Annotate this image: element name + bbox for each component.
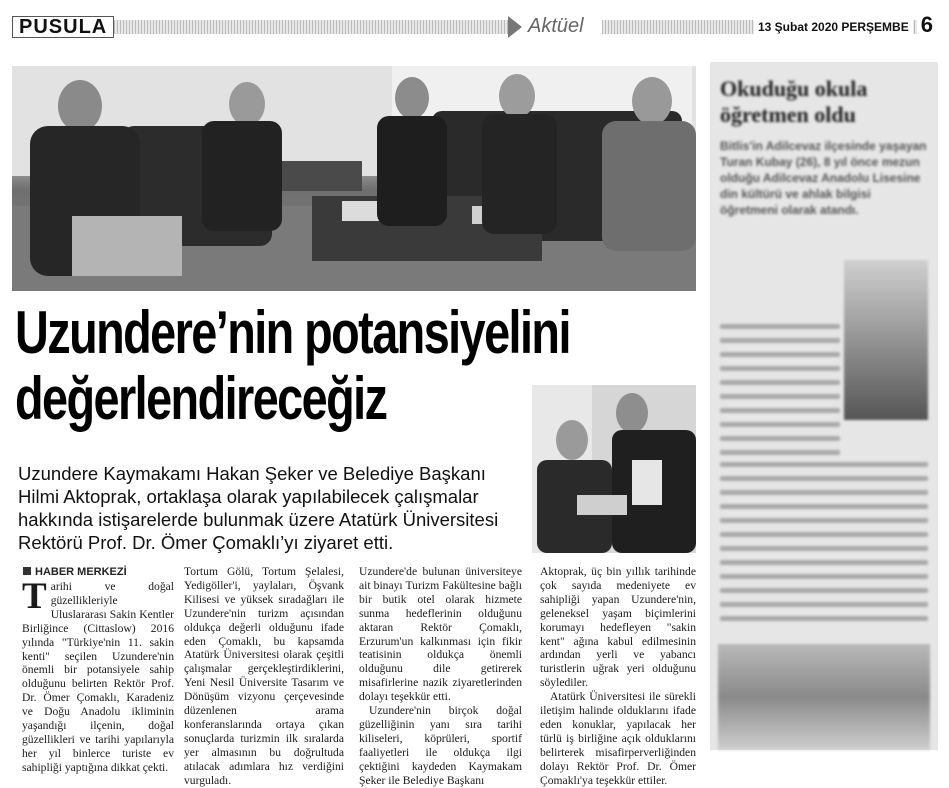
sidebar-article (710, 62, 938, 750)
text-line (720, 490, 928, 495)
text-line (720, 504, 928, 509)
column-1-text: arihi ve doğal güzellikleriyle Uluslararası Sakin Kentler Birliğince (Cittaslow) 2016 yılında "Türkiye'nin 11. sakin kenti" seçilen Uzundere'nin önemli bir potansiyele sahip olduğunu belirten Rektör Prof. Dr. Ömer Çomaklı, Karadeniz ve Doğu Anadolu ikliminin yaşandığı ilçenin, doğal güzellikleri ve tarihi yapılarıyla her yıl binlerce turiste ev sahipliği yaptığına dikkat çekti. (22, 580, 174, 774)
text-line (720, 532, 928, 537)
newspaper-brand: PUSULA (12, 16, 114, 38)
text-line (720, 450, 840, 455)
column-4-paragraph-1: Aktoprak, üç bin yıllık tarihinde çok sayıda medeniyete ev sahipliği yapan Uzundere'nin, geleneksel yaşam biçimlerini korumayı hedefleyen "sakin kent" ağına kabul edilmesinin ardından yerli ve yabancı turistlerin uğrak yeri olduğunu söylediler. (540, 565, 696, 690)
text-line (720, 574, 928, 579)
sidebar-lead: Bitlis'in Adilcevaz ilçesinde yaşayan Turan Kubay (26), 8 yıl önce mezun olduğu Adilcevaz Anadolu Lisesine din kültürü ve ahlak bilgisi öğretmeni olarak atandı. (720, 139, 927, 217)
rector-photo-illustration (532, 385, 696, 553)
column-3-paragraph-1: Uzundere'de bulunan üniversiteye ait binayı Turizm Fakültesine bağlı bir butik otel olarak hizmete sunma hedeflerinin olduğunu aktaran Rektör Çomaklı, Erzurum'un kalkınması için fikir teatisinin oldukça önemli olduğunu dile getirerek misafirlerine nazik ziyaretlerinden dolayı teşekkür etti. (359, 565, 522, 704)
text-line (720, 366, 840, 371)
column-2-paragraph: Tortum Gölü, Tortum Şelalesi, Yedigöller'i, yaylaları, Öşvank Kilisesi ve yüksek sıradağları ile Uzundere'nin turizm açısından oldukça değerli olduğunu ifade eden Çomaklı, bu kapsamda Atatürk Üniversitesi olarak çeşitli çalışmalar gerçekleştirdiklerini, Yeni Nesil Üniversite Tasarım ve Dönüşüm vizyonu çerçevesinde düzenlenen arama konferanslarında ortaya çıkan sonuçlarda turizmin ilk sıralarda yer almasının bu doğrultuda atılacak adımlara hız verdiğini vurguladı. (184, 565, 344, 787)
header-stripe (108, 20, 508, 34)
article-column-4 (540, 565, 696, 788)
text-line (720, 462, 928, 467)
drop-cap: T (22, 576, 47, 617)
meeting-photo-illustration (12, 66, 696, 291)
column-1-paragraph (22, 576, 174, 775)
rector-photo (532, 385, 696, 553)
column-3-paragraph-2: Uzundere'nin birçok doğal güzelliğinin yanı sıra tarihi kiliseleri, köprüleri, sportif faaliyetleri ile oldukça ilgi çektiğini kaydeden Kaymakam Şeker ile Belediye Başkanı (359, 704, 522, 787)
column-4-paragraph-2: Atatürk Üniversitesi ile sürekli iletişim halinde olduklarını ifade eden konuklar, yapılacak her türlü iş birliğine açık olduklarını belirterek misafirperverliğinden dolayı Rektör Prof. Dr. Ömer Çomaklı'ya teşekkür ettiler. (540, 690, 696, 787)
sidebar-body-wide (720, 462, 928, 630)
text-line (720, 602, 928, 607)
byline-text: HABER MERKEZİ (35, 566, 127, 578)
page-number: 6 (920, 12, 933, 37)
section-arrow-icon (508, 16, 522, 38)
byline-square-icon (23, 567, 31, 575)
sidebar-blurred-content (710, 62, 938, 218)
text-line (720, 324, 840, 329)
text-line (720, 560, 928, 565)
page-header (12, 12, 937, 42)
text-line (720, 588, 928, 593)
text-line (720, 408, 840, 413)
text-line (720, 616, 928, 621)
text-line (720, 476, 928, 481)
article-headline (15, 299, 570, 432)
sidebar-headline: Okuduğu okula öğretmen oldu (720, 76, 868, 127)
text-line (720, 394, 840, 399)
meeting-photo (12, 66, 696, 291)
text-line (720, 380, 840, 385)
issue-date: 13 Şubat 2020 PERŞEMBE (754, 20, 913, 34)
article-column-3 (359, 565, 522, 788)
sidebar-body-narrow (720, 324, 840, 464)
text-line (720, 352, 840, 357)
section-name: Aktüel (528, 15, 584, 37)
headline-line-2: değerlendireceğiz (15, 365, 387, 432)
text-line (720, 338, 840, 343)
text-line (720, 422, 840, 427)
headline-line-1: Uzundere’nin potansiyelini (15, 299, 570, 366)
text-line (720, 436, 840, 441)
sidebar-portrait-photo (844, 260, 928, 420)
sidebar-group-photo (718, 644, 930, 750)
text-line (720, 518, 928, 523)
article-column-2 (184, 565, 344, 788)
article-deck: Uzundere Kaymakamı Hakan Şeker ve Belediye Başkanı Hilmi Aktoprak, ortaklaşa olarak yapılabilecek çalışmalar hakkında istişarelerde bulunmak üzere Atatürk Üniversitesi Rektörü Prof. Dr. Ömer Çomaklı’yı ziyaret etti. (18, 463, 499, 553)
article-column-1 (22, 576, 174, 775)
text-line (720, 546, 928, 551)
